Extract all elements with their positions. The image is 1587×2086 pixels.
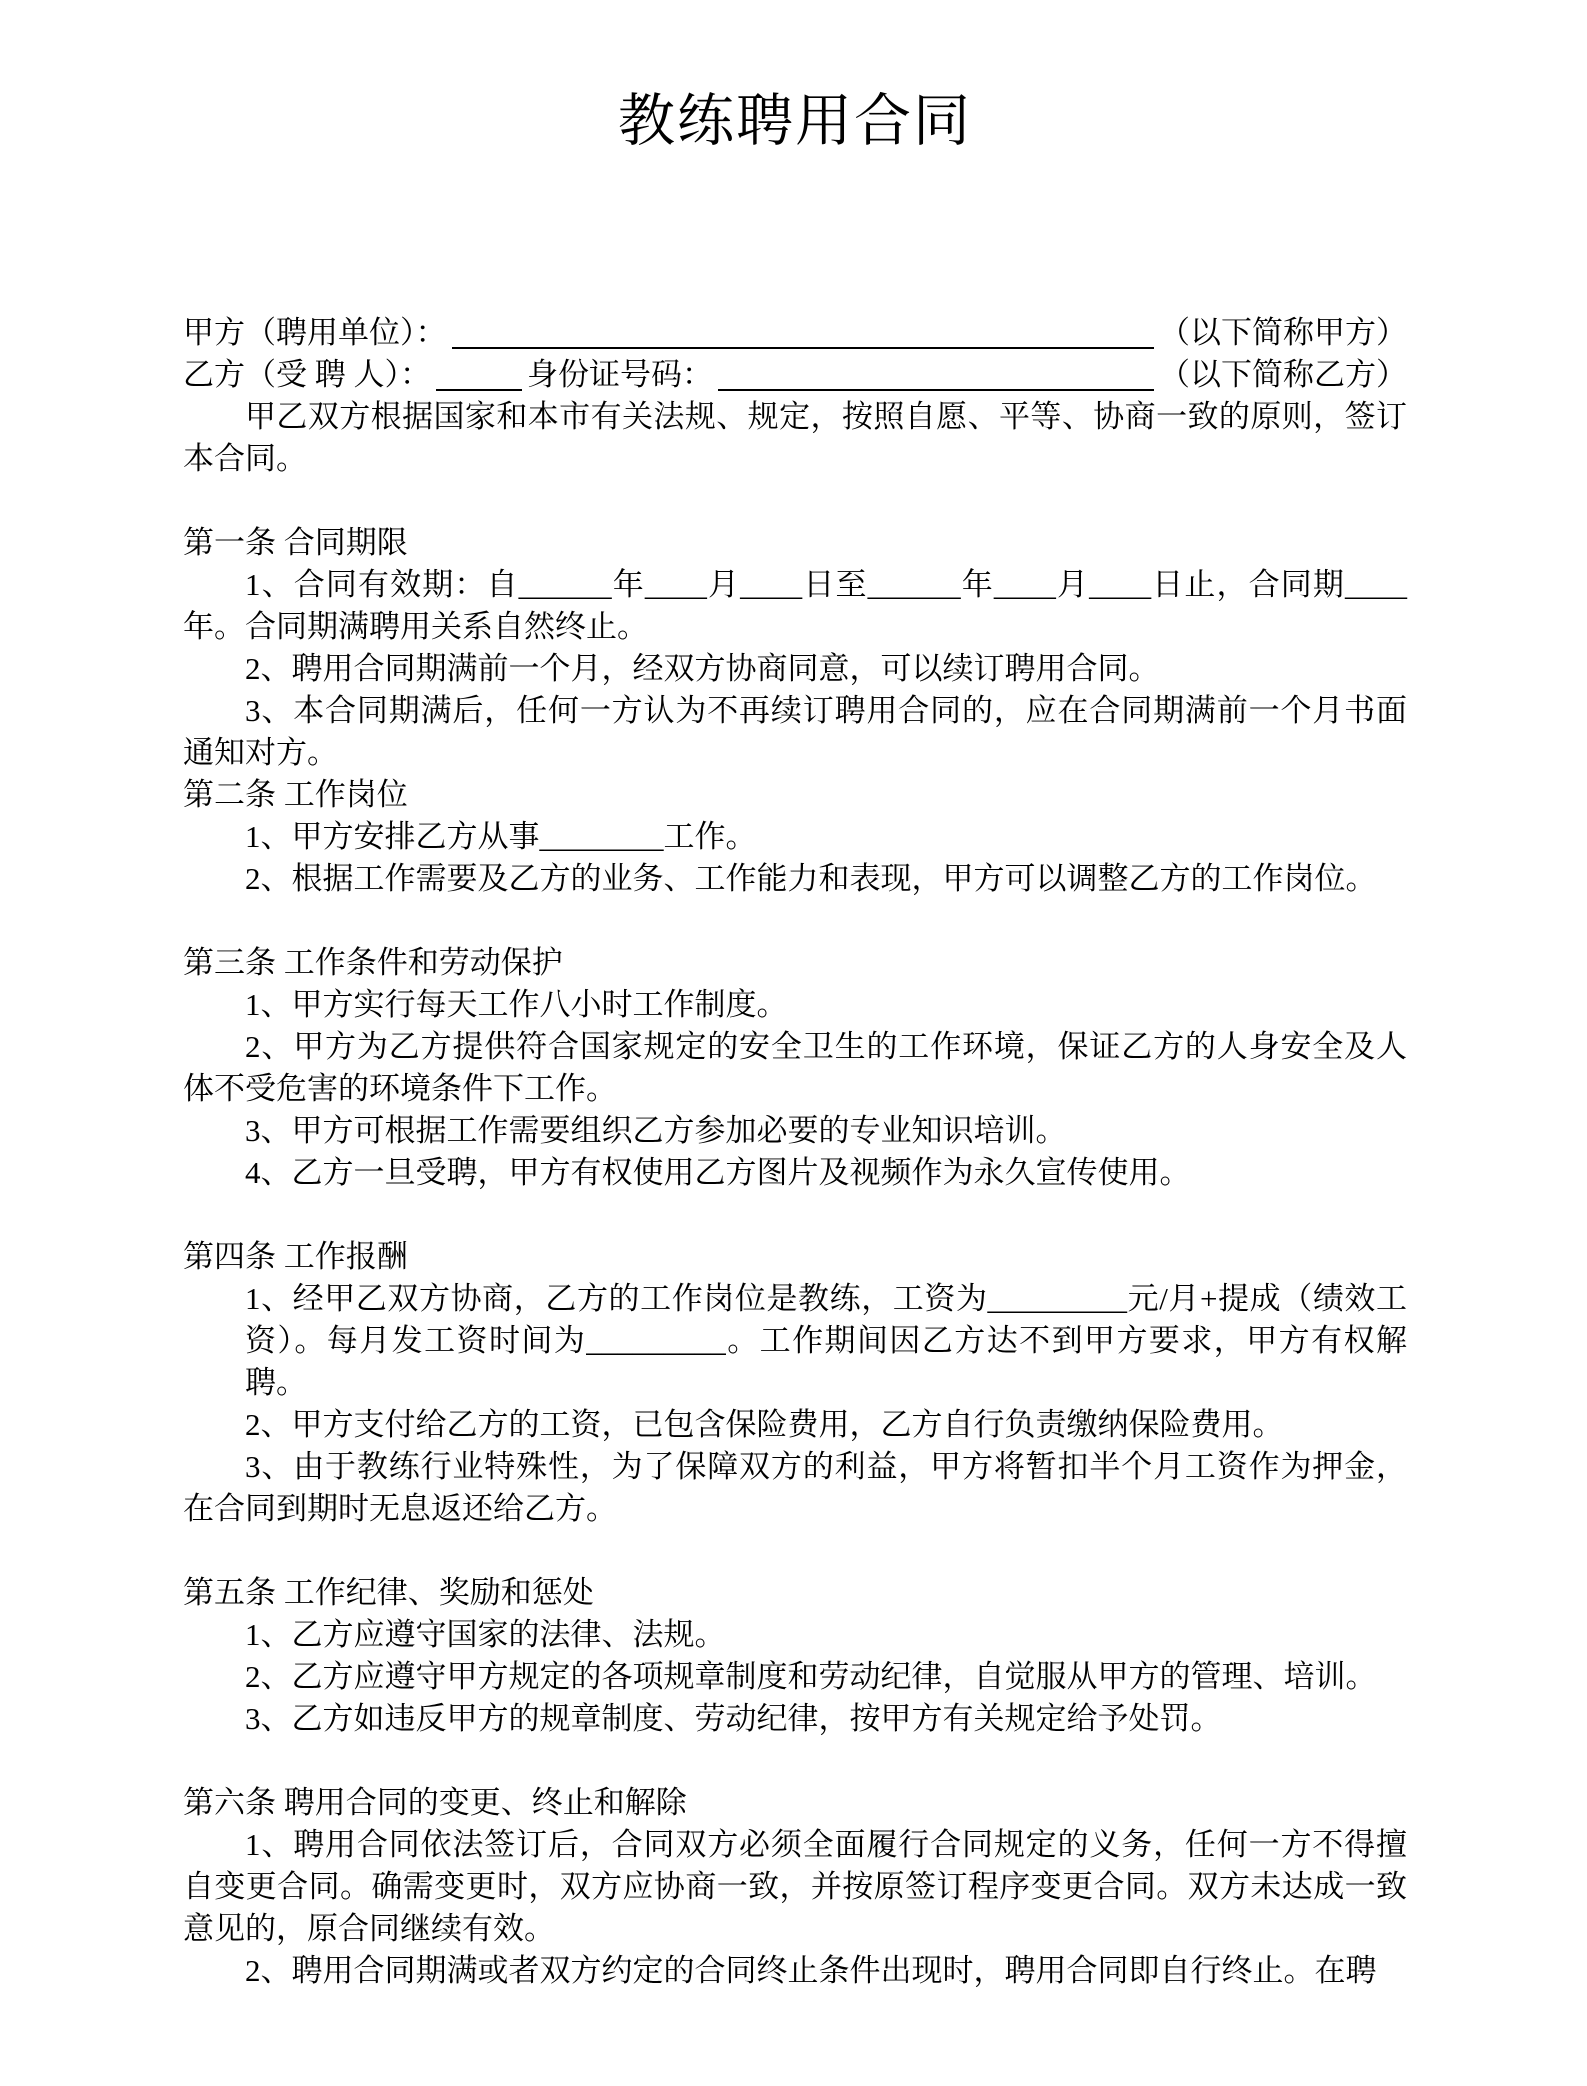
section-2-heading: 第二条 工作岗位 <box>183 777 408 812</box>
section-6-heading: 第六条 聘用合同的变更、终止和解除 <box>183 1785 687 1820</box>
clause-item: 1、聘用合同依法签订后，合同双方必须全面履行合同规定的义务，任何一方不得擅自变更合同。确需变更时，双方应协商一致，并按原签订程序变更合同。双方未达成一致意见的，原合同继续有效。 <box>183 1827 1407 1946</box>
clause-item: 1、经甲乙双方协商，乙方的工作岗位是教练，工资为_________元/月+提成（绩效工资）。每月发工资时间为_________。工作期间因乙方达不到甲方要求，甲方有权解聘。 <box>245 1281 1407 1400</box>
clause-item: 3、本合同期满后，任何一方认为不再续订聘用合同的，应在合同期满前一个月书面通知对方。 <box>183 693 1407 770</box>
clause-item: 2、甲方为乙方提供符合国家规定的安全卫生的工作环境，保证乙方的人身安全及人体不受危害的环境条件下工作。 <box>183 1029 1407 1106</box>
clause-item: 2、甲方支付给乙方的工资，已包含保险费用，乙方自行负责缴纳保险费用。 <box>245 1407 1284 1442</box>
section-1-heading: 第一条 合同期限 <box>183 525 408 560</box>
clause-item: 4、乙方一旦受聘，甲方有权使用乙方图片及视频作为永久宣传使用。 <box>245 1155 1191 1190</box>
section-1 <box>183 522 1407 774</box>
clause-item: 3、甲方可根据工作需要组织乙方参加必要的专业知识培训。 <box>245 1113 1067 1148</box>
section-5-heading: 第五条 工作纪律、奖励和惩处 <box>183 1575 594 1610</box>
section-4-heading: 第四条 工作报酬 <box>183 1239 408 1274</box>
party-a-line <box>183 312 1407 354</box>
party-b-suffix: （以下简称乙方） <box>1159 357 1407 392</box>
section-3-heading: 第三条 工作条件和劳动保护 <box>183 945 563 980</box>
party-a-name-blank <box>452 312 1155 349</box>
clause-item: 2、聘用合同期满或者双方约定的合同终止条件出现时，聘用合同即自行终止。在聘 <box>245 1953 1377 1988</box>
section-2 <box>183 774 1407 900</box>
clause-item: 1、甲方安排乙方从事________工作。 <box>245 819 757 854</box>
intro-paragraph: 甲乙双方根据国家和本市有关法规、规定，按照自愿、平等、协商一致的原则，签订本合同。 <box>183 399 1407 476</box>
document-title: 教练聘用合同 <box>618 90 972 153</box>
section-6 <box>183 1782 1407 1992</box>
clause-item: 2、根据工作需要及乙方的业务、工作能力和表现，甲方可以调整乙方的工作岗位。 <box>245 861 1377 896</box>
clause-item: 3、由于教练行业特殊性，为了保障双方的利益，甲方将暂扣半个月工资作为押金，在合同到期时无息返还给乙方。 <box>183 1449 1407 1526</box>
clause-item: 1、甲方实行每天工作八小时工作制度。 <box>245 987 788 1022</box>
party-a-suffix: （以下简称甲方） <box>1159 315 1407 350</box>
clause-item: 3、乙方如违反甲方的规章制度、劳动纪律，按甲方有关规定给予处罚。 <box>245 1701 1222 1736</box>
clause-item: 1、合同有效期：自______年____月____日至______年____月____日止，合同期____年。合同期满聘用关系自然终止。 <box>183 567 1407 644</box>
party-b-name-blank <box>436 354 522 391</box>
section-5 <box>183 1572 1407 1740</box>
party-b-id-label: 身份证号码： <box>527 357 713 392</box>
party-b-id-blank <box>718 354 1154 391</box>
clause-item: 1、乙方应遵守国家的法律、法规。 <box>245 1617 726 1652</box>
clause-item: 2、乙方应遵守甲方规定的各项规章制度和劳动纪律，自觉服从甲方的管理、培训。 <box>245 1659 1377 1694</box>
party-b-line <box>183 354 1407 396</box>
clause-item: 2、聘用合同期满前一个月，经双方协商同意，可以续订聘用合同。 <box>245 651 1160 686</box>
party-a-label: 甲方（聘用单位）： <box>183 315 447 350</box>
party-b-label: 乙方（受 聘 人）： <box>183 357 431 392</box>
section-3 <box>183 942 1407 1194</box>
section-4 <box>183 1236 1407 1530</box>
